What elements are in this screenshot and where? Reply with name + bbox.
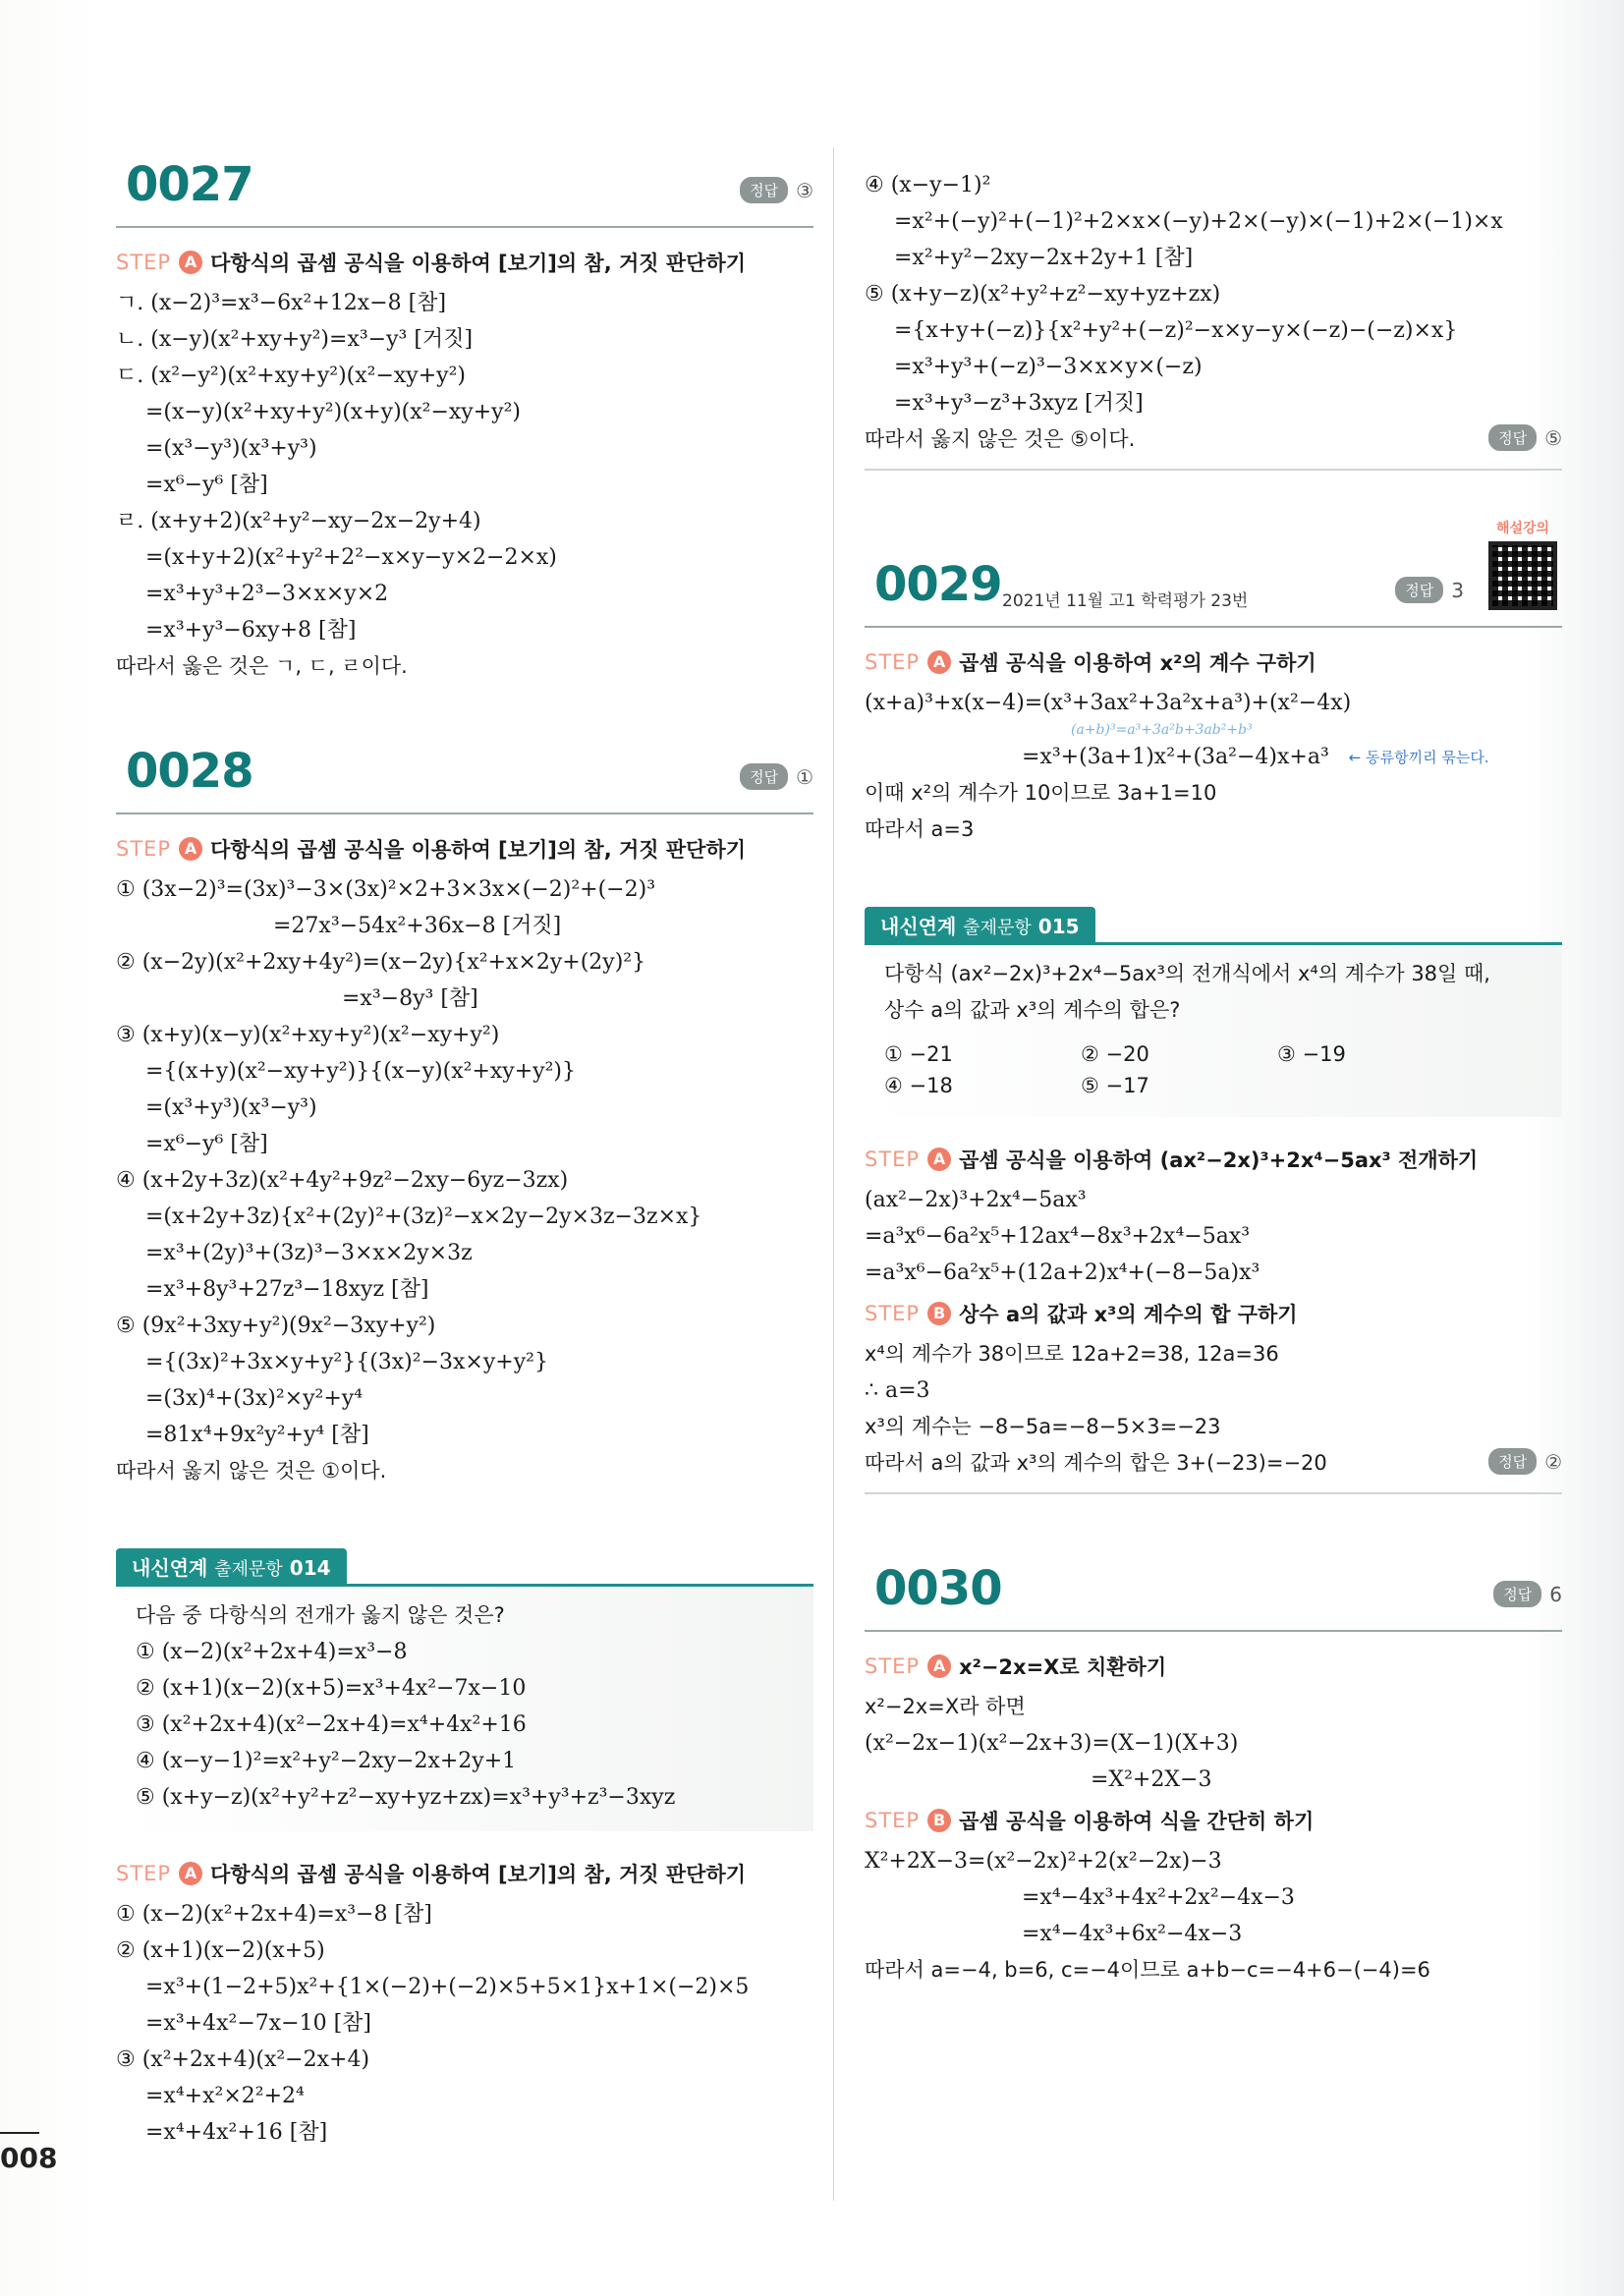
- solution-line: =x³−8y³ [참]: [342, 986, 478, 1011]
- solution-line: =27x³−54x²+36x−8 [거짓]: [273, 914, 562, 938]
- solution-line: =X²+2X−3: [1091, 1767, 1212, 1792]
- solution-line: =x⁴+x²×2²+2⁴: [145, 2084, 305, 2108]
- conclusion: 따라서 옳지 않은 것은 ⑤이다.: [865, 427, 1136, 451]
- solution-line: =x³+y³+2³−3×x×y×2: [145, 582, 389, 606]
- choice: ⑤ (x+y−z)(x²+y²+z²−xy+yz+zx)=x³+y³+z³−3xyz: [136, 1785, 676, 1810]
- naesin-rule: [116, 1584, 813, 1587]
- problem-number: 0028: [126, 744, 253, 799]
- naesin-sub: 출제문항: [214, 1559, 283, 1580]
- step-title: x²−2x=X로 치환하기: [959, 1655, 1167, 1679]
- step-letter: A: [927, 1148, 951, 1171]
- solution-line: ④ (x−y−1)²: [865, 173, 991, 197]
- solution-line: ③ (x+y)(x−y)(x²+xy+y²)(x²−xy+y²): [116, 1023, 500, 1047]
- solution-line: =a³x⁶−6a²x⁵+(12a+2)x⁴+(−8−5a)x³: [865, 1260, 1260, 1285]
- step-heading: [865, 1806, 1562, 1835]
- naesin-label: [116, 1548, 347, 1585]
- solution-line: ={(3x)²+3x×y+y²}{(3x)²−3x×y+y²}: [145, 1350, 548, 1374]
- choice: ② −20: [1081, 1042, 1149, 1066]
- answer-value: ③: [796, 178, 813, 202]
- solution-line: =x³+8y³+27z³−18xyz [참]: [145, 1277, 429, 1302]
- step-heading: [116, 834, 813, 864]
- step-title: 상수 a의 값과 x³의 계수의 합 구하기: [959, 1303, 1298, 1326]
- solution-line: ⑤ (9x²+3xy+y²)(9x²−3xy+y²): [116, 1314, 436, 1338]
- answer-badge: 정답: [1493, 1581, 1541, 1607]
- step-letter: B: [927, 1302, 951, 1325]
- problem-number: 0030: [874, 1561, 1002, 1616]
- problem-source: 2021년 11월 고1 학력평가 23번: [1002, 591, 1249, 611]
- solution-line: =(x−y)(x²+xy+y²)(x+y)(x²−xy+y²): [145, 400, 521, 424]
- separator: [865, 469, 1562, 471]
- step-label: STEP: [865, 1302, 921, 1325]
- solution-line: ② (x+1)(x−2)(x+5): [116, 1938, 325, 1963]
- answer-badge: 정답: [1488, 1448, 1537, 1475]
- step-heading: [865, 1652, 1562, 1681]
- solution-line: ㄷ. (x²−y²)(x²+xy+y²)(x²−xy+y²): [116, 364, 467, 388]
- answer-box: [740, 763, 813, 790]
- answer-badge: 정답: [740, 177, 788, 203]
- naesin-tab-014: [116, 1548, 813, 1588]
- qr-icon: [1488, 541, 1557, 610]
- conclusion: 따라서 a=−4, b=6, c=−4이므로 a+b−c=−4+6−(−4)=6: [865, 1958, 1430, 1982]
- solution-line: ③ (x²+2x+4)(x²−2x+4): [116, 2047, 370, 2072]
- solution-line: ∴ a=3: [865, 1378, 930, 1403]
- choices: [884, 1038, 1542, 1101]
- choice: ③ −19: [1277, 1042, 1346, 1066]
- answer-value: ②: [1544, 1449, 1562, 1474]
- page-number: 008: [0, 2142, 58, 2174]
- step-title: 곱셈 공식을 이용하여 x²의 계수 구하기: [959, 651, 1316, 675]
- naesin-main: 내신연계: [132, 1556, 208, 1580]
- problem-header-0029: [865, 521, 1562, 628]
- qr-code[interactable]: [1484, 518, 1562, 610]
- naesin-body-014: [116, 1588, 813, 1831]
- solution-line: ={x+y+(−z)}{x²+y²+(−z)²−x×y−y×(−z)−(−z)×x}: [894, 318, 1458, 343]
- step-label: STEP: [865, 1148, 921, 1171]
- step-letter: A: [179, 251, 202, 274]
- step-label: STEP: [116, 837, 172, 861]
- problem-header-0027: [116, 147, 813, 228]
- step-label: STEP: [116, 1862, 172, 1885]
- solution-line: =x³+(2y)³+(3z)³−3×x×2y×3z: [145, 1241, 473, 1265]
- column-divider: [833, 147, 834, 2201]
- solution-line: x²−2x=X라 하면: [865, 1695, 1026, 1718]
- step-title: 곱셈 공식을 이용하여 식을 간단히 하기: [959, 1810, 1315, 1833]
- problem-number: 0027: [126, 157, 253, 212]
- right-column: [865, 167, 1562, 1988]
- answer-value: 6: [1549, 1582, 1562, 1606]
- solution-line: 이때 x²의 계수가 10이므로 3a+1=10: [865, 781, 1217, 805]
- solution-line: ={(x+y)(x²−xy+y²)}{(x−y)(x²+xy+y²)}: [145, 1059, 576, 1084]
- solution-line: ① (x−2)(x²+2x+4)=x³−8 [참]: [116, 1902, 432, 1927]
- solution-line: =x³+y³+(−z)³−3×x×y×(−z): [894, 355, 1203, 379]
- answer-box: [1395, 577, 1464, 603]
- solution-line: =(x+y+2)(x²+y²+2²−x×y−y×2−2×x): [145, 545, 557, 570]
- solution-line: 따라서 a의 값과 x³의 계수의 합은 3+(−23)=−20: [865, 1451, 1327, 1475]
- solution-line: x⁴의 계수가 38이므로 12a+2=38, 12a=36: [865, 1342, 1279, 1366]
- separator: [865, 1492, 1562, 1494]
- choice: ① −21: [884, 1042, 953, 1066]
- solution-line: =x⁴−4x³+4x²+2x²−4x−3: [1022, 1885, 1295, 1910]
- solution-line: (x²−2x−1)(x²−2x+3)=(X−1)(X+3): [865, 1731, 1239, 1756]
- step-letter: A: [179, 837, 202, 861]
- step-heading: [865, 647, 1562, 677]
- answer-value: ⑤: [1544, 425, 1562, 450]
- solution-line: ④ (x+2y+3z)(x²+4y²+9z²−2xy−6yz−3zx): [116, 1168, 569, 1193]
- naesin-number: 014: [289, 1556, 331, 1580]
- step-letter: A: [179, 1862, 202, 1885]
- solution-line: x³의 계수는 −8−5a=−8−5×3=−23: [865, 1415, 1221, 1438]
- choice: ④ (x−y−1)²=x²+y²−2xy−2x+2y+1: [136, 1749, 517, 1773]
- naesin-main: 내신연계: [880, 915, 957, 938]
- step-title: 다항식의 곱셈 공식을 이용하여 [보기]의 참, 거짓 판단하기: [210, 838, 747, 862]
- solution-line: ㄹ. (x+y+2)(x²+y²−xy−2x−2y+4): [116, 509, 481, 533]
- conclusion: 따라서 옳지 않은 것은 ①이다.: [116, 1459, 387, 1483]
- solution-line: =(x+2y+3z){x²+(2y)²+(3z)²−x×2y−2y×3z−3z×x}: [145, 1204, 702, 1229]
- naesin-tab-015: [865, 907, 1562, 946]
- problem-header-0030: [865, 1551, 1562, 1632]
- conclusion: 따라서 옳은 것은 ㄱ, ㄷ, ㄹ이다.: [116, 654, 408, 678]
- step-heading: [116, 1859, 813, 1888]
- step-letter: B: [927, 1809, 951, 1832]
- solution-line: =(x³−y³)(x³+y³): [145, 436, 317, 461]
- naesin-rule: [865, 942, 1562, 945]
- solution-line: =x⁴−4x³+6x²−4x−3: [1022, 1922, 1243, 1946]
- solution-line: 따라서 a=3: [865, 817, 975, 841]
- step-label: STEP: [865, 1809, 921, 1832]
- question: 다음 중 다항식의 전개가 옳지 않은 것은?: [136, 1603, 505, 1627]
- choice: ⑤ −17: [1081, 1074, 1149, 1097]
- question: 상수 a의 값과 x³의 계수의 합은?: [884, 998, 1181, 1022]
- solution-line: =a³x⁶−6a²x⁵+12ax⁴−8x³+2x⁴−5ax³: [865, 1224, 1251, 1249]
- solution-line: ㄴ. (x−y)(x²+xy+y²)=x³−y³ [거짓]: [116, 327, 474, 352]
- choice: ④ −18: [884, 1074, 953, 1097]
- solution-line: =x²+(−y)²+(−1)²+2×x×(−y)+2×(−y)×(−1)+2×(−1)×x: [894, 209, 1503, 234]
- answer-box: [1493, 1581, 1562, 1607]
- step-label: STEP: [865, 650, 921, 674]
- annotation-note: ← 동류항끼리 묶는다.: [1348, 749, 1489, 766]
- solution-line: =81x⁴+9x²y²+y⁴ [참]: [145, 1423, 369, 1447]
- choice: ③ (x²+2x+4)(x²−2x+4)=x⁴+4x²+16: [136, 1712, 527, 1737]
- step-title: 다항식의 곱셈 공식을 이용하여 [보기]의 참, 거짓 판단하기: [210, 252, 747, 275]
- naesin-number: 015: [1037, 915, 1080, 938]
- answer-badge: 정답: [1488, 424, 1537, 451]
- solution-line: =x³+4x²−7x−10 [참]: [145, 2011, 371, 2036]
- page-number-rule: [0, 2132, 39, 2134]
- solution-line: ② (x−2y)(x²+2xy+4y²)=(x−2y){x²+x×2y+(2y)²}: [116, 950, 646, 975]
- step-title: 곱셈 공식을 이용하여 (ax²−2x)³+2x⁴−5ax³ 전개하기: [959, 1148, 1479, 1172]
- step-letter: A: [927, 650, 951, 674]
- solution-line: ① (3x−2)³=(3x)³−3×(3x)²×2+3×3x×(−2)²+(−2)³: [116, 877, 656, 902]
- answer-value: 3: [1451, 578, 1464, 602]
- solution-line: ㄱ. (x−2)³=x³−6x²+12x−8 [참]: [116, 291, 447, 315]
- question: 다항식 (ax²−2x)³+2x⁴−5ax³의 전개식에서 x⁴의 계수가 38일 때,: [884, 962, 1490, 985]
- formula-hint: (a+b)³=a³+3a²b+3ab²+b³: [1071, 722, 1253, 738]
- solution-line: (x+a)³+x(x−4)=(x³+3ax²+3a²x+a³)+(x²−4x): [865, 691, 1352, 715]
- solution-line: =x³+(3a+1)x²+(3a²−4)x+a³: [1022, 745, 1329, 769]
- step-heading: [865, 1299, 1562, 1328]
- answer-box: [740, 177, 813, 203]
- step-letter: A: [927, 1654, 951, 1678]
- step-label: STEP: [865, 1654, 921, 1678]
- step-title: 다항식의 곱셈 공식을 이용하여 [보기]의 참, 거짓 판단하기: [210, 1863, 747, 1886]
- naesin-sub: 출제문항: [963, 918, 1032, 938]
- left-column: [116, 147, 813, 2151]
- solution-line: ⑤ (x+y−z)(x²+y²+z²−xy+yz+zx): [865, 282, 1221, 307]
- answer-badge: 정답: [740, 763, 788, 790]
- solution-line: =x³+y³−z³+3xyz [거짓]: [894, 391, 1144, 416]
- step-heading: [116, 248, 813, 277]
- solution-line: =(3x)⁴+(3x)²×y²+y⁴: [145, 1386, 364, 1411]
- choice: ② (x+1)(x−2)(x+5)=x³+4x²−7x−10: [136, 1676, 527, 1701]
- solution-line: =x⁴+4x²+16 [참]: [145, 2120, 328, 2145]
- solution-line: =x³+(1−2+5)x²+{1×(−2)+(−2)×5+5×1}x+1×(−2)×5: [145, 1975, 750, 1999]
- problem-header-0028: [116, 734, 813, 814]
- solution-line: =(x³+y³)(x³−y³): [145, 1095, 317, 1120]
- naesin-label: [865, 907, 1095, 943]
- solution-line: =x⁶−y⁶ [참]: [145, 473, 268, 497]
- step-heading: [865, 1145, 1562, 1174]
- step-label: STEP: [116, 251, 172, 274]
- solution-line: (ax²−2x)³+2x⁴−5ax³: [865, 1188, 1087, 1212]
- solution-line: =x³+y³−6xy+8 [참]: [145, 618, 357, 643]
- answer-value: ①: [796, 764, 813, 789]
- solution-line: =x⁶−y⁶ [참]: [145, 1132, 268, 1156]
- solution-line: X²+2X−3=(x²−2x)²+2(x²−2x)−3: [865, 1849, 1222, 1874]
- solution-line: =x²+y²−2xy−2x+2y+1 [참]: [894, 246, 1194, 270]
- qr-label: 해설강의: [1495, 521, 1550, 536]
- answer-badge: 정답: [1395, 577, 1443, 603]
- choice: ① (x−2)(x²+2x+4)=x³−8: [136, 1640, 408, 1664]
- problem-number: 0029: [874, 557, 1002, 612]
- naesin-body-015: [865, 946, 1562, 1117]
